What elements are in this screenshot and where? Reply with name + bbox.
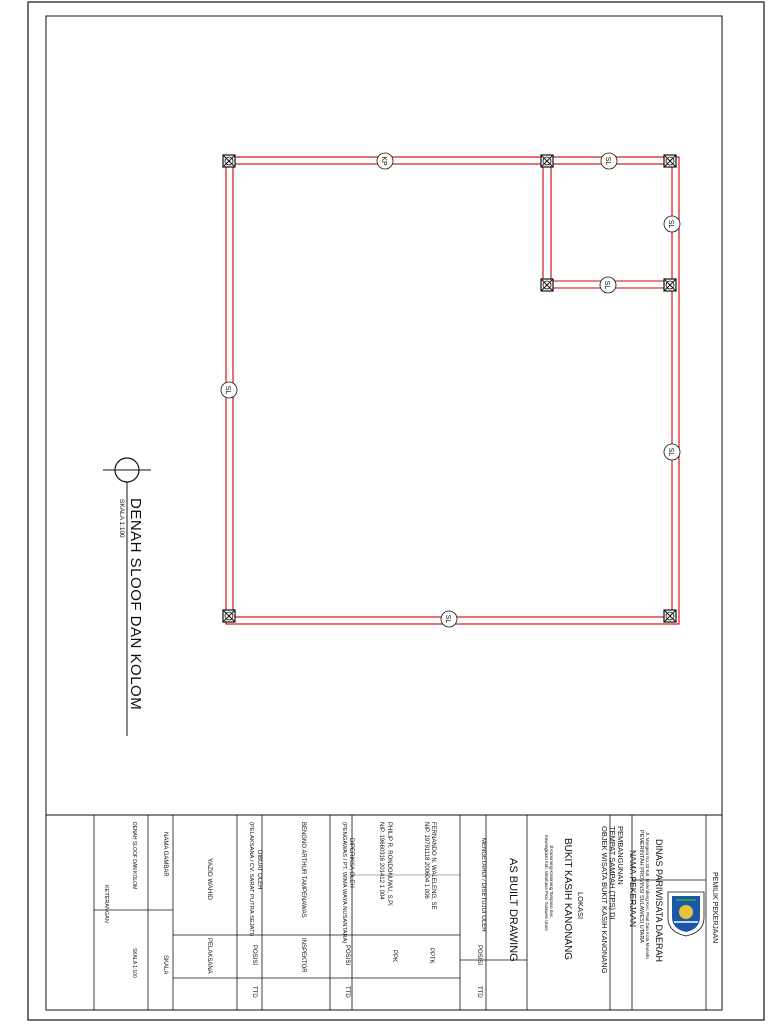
beam-tag-sl xyxy=(221,382,237,398)
beam-tag-sl xyxy=(664,216,680,232)
sloof-inner-line xyxy=(233,164,672,617)
location-line: Jl.Kanonang-Kanonang Tompaso Kec. xyxy=(549,845,554,919)
job-line: TEMPAT SAMPAH (TPS) DI xyxy=(608,826,617,920)
sloof-outer-line xyxy=(226,157,679,624)
made-position: PELAKSANA xyxy=(206,938,212,974)
approval-name-2: PHILIP R. RONDONUWU, S.Pi xyxy=(386,822,392,906)
beam-tag-sl xyxy=(664,444,680,460)
column xyxy=(664,610,676,622)
floor-plan xyxy=(221,153,680,627)
check-header: DIPERIKSA OLEH xyxy=(348,838,354,888)
column xyxy=(223,155,235,167)
check-org: (PENGAWAS / PT. WIMA WAYA NUSANTARA) xyxy=(341,822,347,944)
drawing-title-block xyxy=(103,458,151,736)
approval-name: FERNANDO N. WALELENG, SE xyxy=(430,822,436,910)
agency-government: PEMERINTAH PROVINSI SULAWESI UTARA xyxy=(638,830,644,943)
job-line: OBJEK WISATA BUKIT KASIH KANONANG xyxy=(600,826,609,974)
beam-tag-sl xyxy=(601,153,617,169)
svg-text:KP: KP xyxy=(380,156,387,166)
job-line: PEMBANGUNAN xyxy=(616,826,625,885)
owner-header: PEMILIK PEKERJAAN xyxy=(711,872,718,944)
check-name: BENGNO ARTHUR TAMPENAWAS xyxy=(300,822,306,918)
job-header: NAMA PEKERJAAN xyxy=(628,850,638,927)
drawing-scale: SKALA 1:100 xyxy=(118,499,125,538)
beam-tag-sl xyxy=(600,277,616,293)
approval-nip-2: NIP. 19660316 201412 1 004 xyxy=(378,822,384,900)
agency-name: DINAS PARIWISATA DAERAH xyxy=(654,839,664,963)
svg-text:SL: SL xyxy=(444,614,451,624)
column xyxy=(223,610,235,622)
check-position: INSPEKTOR xyxy=(300,938,306,973)
made-org: (PELAKSANA / CV. SARAT PUTRA SEJATI) xyxy=(248,822,254,937)
made-position-label: POSISI xyxy=(251,945,257,966)
location-header: LOKASI xyxy=(576,892,585,920)
made-name: YAZID WAHID xyxy=(206,858,213,900)
svg-text:SL: SL xyxy=(667,219,674,229)
approval-position-label: POSISI xyxy=(476,945,482,966)
title-block xyxy=(94,815,718,1010)
made-header: DIBUAT OLEH xyxy=(256,850,262,890)
sheet-scale-header: SKALA xyxy=(162,955,168,975)
agency-address: Jl. Manguni No.33 Kel. Malendeng Kec. Paal Dua Kota Manado xyxy=(645,832,650,959)
beam-tag-kp xyxy=(377,153,393,169)
check-sign-label: TTD xyxy=(344,986,350,998)
approval-header: MENGETAHUI / DISETUJUI OLEH xyxy=(480,838,486,932)
province-logo xyxy=(668,892,704,936)
status-label: AS BUILT DRAWING xyxy=(507,858,519,962)
location-line: Kawangkoan Kab. Minahasa Prov. Sulawesi Utara xyxy=(544,835,549,931)
beam-tag-sl xyxy=(441,611,457,627)
sheet-name-value: DENAH SLOOF DAN KOLOM xyxy=(131,822,137,890)
drawing-title: DENAH SLOOF DAN KOLOM xyxy=(127,498,144,711)
check-position-label: POSISI xyxy=(344,945,350,966)
notes-header: KETERANGAN xyxy=(103,885,109,923)
approval-sign-label: TTD xyxy=(476,986,482,998)
approval-position: PPTK xyxy=(428,948,434,964)
svg-text:SL: SL xyxy=(667,447,674,457)
sheet-scale-value: SKALA 1:100 xyxy=(131,948,137,978)
made-sign-label: TTD xyxy=(251,986,257,998)
location-name: BUKIT KASIH KANONANG xyxy=(562,838,573,961)
column xyxy=(664,155,676,167)
approval-nip: NIP. 19791118 200604 1 006 xyxy=(423,822,429,899)
column xyxy=(541,279,553,291)
svg-text:SL: SL xyxy=(603,280,610,290)
column xyxy=(541,155,553,167)
svg-text:SL: SL xyxy=(224,385,231,395)
sheet-name-header: NAMA GAMBAR xyxy=(162,832,168,877)
approval-position-2: PPK xyxy=(391,950,397,963)
svg-text:SL: SL xyxy=(604,156,611,166)
column xyxy=(664,279,676,291)
